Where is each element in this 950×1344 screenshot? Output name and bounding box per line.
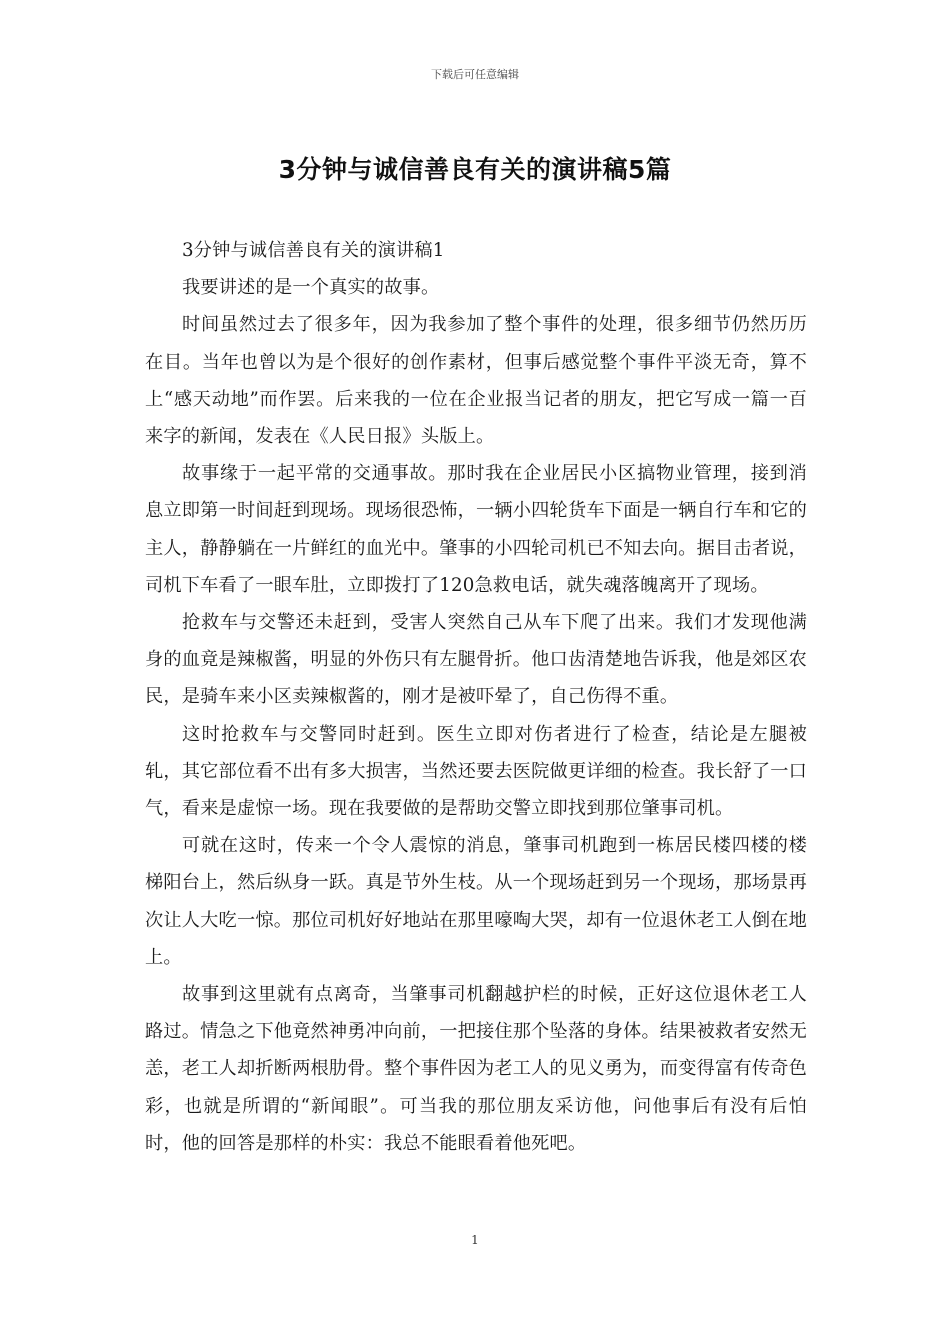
document-body (145, 232, 807, 1162)
paragraph: 我要讲述的是一个真实的故事。 (182, 277, 440, 299)
page-header: 下载后可任意编辑 (431, 68, 519, 81)
paragraph: 这时抢救车与交警同时赶到。医生立即对伤者进行了检查，结论是左腿被轧，其它部位看不出有多大损害，当然还要去医院做更详细的检查。我长舒了一口气，看来是虚惊一场。现在我要做的是帮助交警立即找到那位肇事司机。 (145, 723, 807, 820)
paragraph: 可就在这时，传来一个令人震惊的消息，肇事司机跑到一栋居民楼四楼的楼梯阳台上，然后纵身一跃。真是节外生枝。从一个现场赶到另一个现场，那场景再次让人大吃一惊。那位司机好好地站在那里嚎啕大哭，却有一位退休老工人倒在地上。 (145, 835, 807, 968)
paragraph: 故事到这里就有点离奇，当肇事司机翻越护栏的时候，正好这位退休老工人路过。情急之下他竟然神勇冲向前，一把接住那个坠落的身体。结果被救者安然无恙，老工人却折断两根肋骨。整个事件因为老工人的见义勇为，而变得富有传奇色彩，也就是所谓的“新闻眼”。可当我的那位朋友采访他，问他事后有没有后怕时，他的回答是那样的朴实：我总不能眼看着他死吧。 (145, 984, 807, 1154)
paragraph: 抢救车与交警还未赶到，受害人突然自己从车下爬了出来。我们才发现他满身的血竟是辣椒酱，明显的外伤只有左腿骨折。他口齿清楚地告诉我，他是郊区农民，是骑车来小区卖辣椒酱的，刚才是被吓晕了，自己伤得不重。 (145, 612, 807, 708)
paragraph: 故事缘于一起平常的交通事故。那时我在企业居民小区搞物业管理，接到消息立即第一时间赶到现场。现场很恐怖，一辆小四轮货车下面是一辆自行车和它的主人，静静躺在一片鲜红的血光中。肇事的小四轮司机已不知去向。据目击者说，司机下车看了一眼车肚，立即拨打了120急救电话，就失魂落魄离开了现场。 (145, 463, 807, 596)
paragraph: 时间虽然过去了很多年，因为我参加了整个事件的处理，很多细节仍然历历在目。当年也曾以为是个很好的创作素材，但事后感觉整个事件平淡无奇，算不上“感天动地”而作罢。后来我的一位在企业报当记者的朋友，把它写成一篇一百来字的新闻，发表在《人民日报》头版上。 (145, 314, 807, 448)
document-title: 3分钟与诚信善良有关的演讲稿5篇 (278, 155, 672, 184)
section-heading: 3分钟与诚信善良有关的演讲稿1 (182, 240, 445, 261)
page-number: 1 (471, 1233, 479, 1247)
